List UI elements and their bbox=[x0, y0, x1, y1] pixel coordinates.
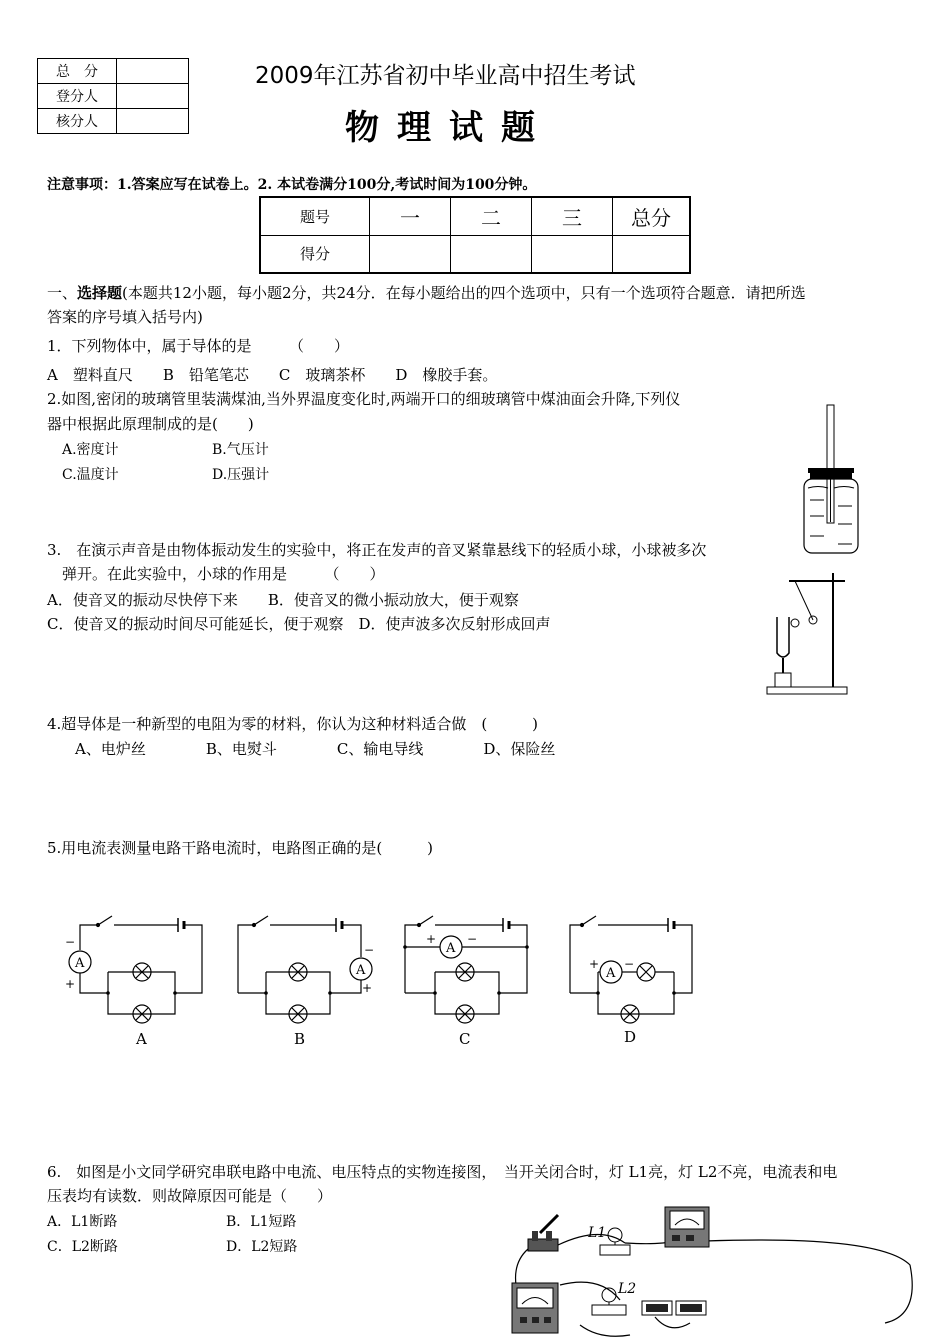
grading-checker-label: 核分人 bbox=[38, 109, 117, 134]
minus-sign: − bbox=[467, 932, 478, 946]
q6-option-c: C．L2断路 bbox=[47, 1239, 118, 1255]
circuit-label-d: D bbox=[624, 1028, 637, 1046]
q2-stem-line1: 2.如图,密闭的玻璃管里装满煤油,当外界温度变化时,两端开口的细玻璃管中煤油面会升降,下列仪 bbox=[47, 390, 681, 408]
plus-sign: + bbox=[589, 957, 600, 971]
section1-prefix: 一、 bbox=[47, 284, 78, 302]
exam-subtitle: 物理试题 bbox=[345, 108, 553, 148]
circuit-c[interactable] bbox=[395, 910, 545, 1050]
q2-option-a: A.密度计 bbox=[62, 442, 119, 458]
score-input-cell[interactable] bbox=[532, 235, 613, 273]
score-header-cell: 题号 bbox=[260, 197, 370, 235]
q3-stem-line1: 3. 在演示声音是由物体振动发生的实验中，将正在发声的音叉紧靠悬线下的轻质小球，小球被多次 bbox=[47, 541, 707, 559]
grading-checker-cell[interactable] bbox=[117, 109, 189, 134]
section1-heading-bold: 选择题 bbox=[77, 284, 123, 302]
score-input-cell[interactable] bbox=[370, 235, 451, 273]
score-table bbox=[259, 196, 691, 274]
circuit-label-b: B bbox=[294, 1030, 306, 1048]
ammeter-icon: A bbox=[356, 963, 366, 978]
q4-stem: 4.超导体是一种新型的电阻为零的材料，你认为这种材料适合做 ( ) bbox=[47, 715, 539, 733]
q2-option-d: D.压强计 bbox=[212, 467, 270, 483]
series-circuit-figure bbox=[500, 1205, 920, 1344]
ammeter-device-icon bbox=[665, 1207, 709, 1247]
score-input-cell[interactable] bbox=[613, 235, 691, 273]
circuit-b[interactable] bbox=[228, 910, 388, 1050]
score-input-cell[interactable] bbox=[451, 235, 532, 273]
q6-stem-line1: 6. 如图是小文同学研究串联电路中电流、电压特点的实物连接图， 当开关闭合时，灯 L1亮，灯 L2不亮，电流表和电 bbox=[47, 1163, 838, 1181]
ammeter-icon: A bbox=[446, 941, 456, 956]
minus-sign: − bbox=[624, 957, 635, 971]
score-header-cell: 一 bbox=[370, 197, 451, 235]
q6-option-b: B．L1短路 bbox=[226, 1214, 297, 1230]
grading-total-cell[interactable] bbox=[117, 59, 189, 84]
plus-sign: + bbox=[426, 932, 437, 946]
section1-heading-rest: (本题共12小题，每小题2分，共24分．在每小题给出的四个选项中，只有一个选项符合题意．请把所选 bbox=[122, 284, 806, 302]
minus-sign: − bbox=[65, 935, 76, 949]
circuit-a[interactable] bbox=[60, 910, 210, 1050]
score-header-cell: 三 bbox=[532, 197, 613, 235]
section1-heading-line2: 答案的序号填入括号内) bbox=[47, 308, 203, 326]
grading-recorder-cell[interactable] bbox=[117, 84, 189, 109]
score-header-cell: 总分 bbox=[613, 197, 691, 235]
circuit-label-a: A bbox=[136, 1030, 147, 1048]
battery-icon bbox=[642, 1301, 706, 1315]
q6-option-d: D．L2短路 bbox=[226, 1239, 298, 1255]
ammeter-icon: A bbox=[606, 966, 616, 981]
tuning-fork-figure bbox=[765, 565, 855, 697]
score-row-label: 得分 bbox=[260, 235, 370, 273]
q3-options-ab: A．使音叉的振动尽快停下来 B．使音叉的微小振动放大，便于观察 bbox=[47, 591, 519, 609]
q4-options: A、电炉丝 B、电熨斗 C、输电导线 D、保险丝 bbox=[75, 740, 556, 758]
grading-box bbox=[37, 58, 189, 134]
minus-sign: − bbox=[364, 943, 375, 957]
plus-sign: + bbox=[362, 981, 373, 995]
q1-stem: 1．下列物体中，属于导体的是 （ ） bbox=[47, 337, 350, 355]
thermometer-bottle-figure bbox=[798, 400, 870, 560]
notice: 注意事项：1.答案应写在试卷上。2. 本试卷满分100分,考试时间为100分钟。 bbox=[47, 177, 537, 193]
circuit-label-c: C bbox=[459, 1030, 471, 1048]
section1-heading bbox=[47, 282, 806, 303]
grading-recorder-label: 登分人 bbox=[38, 84, 117, 109]
lamp-l2-label: L2 bbox=[618, 1281, 637, 1297]
q2-option-c: C.温度计 bbox=[62, 467, 119, 483]
plus-sign: + bbox=[65, 977, 76, 991]
switch-icon bbox=[528, 1215, 558, 1251]
voltmeter-device-icon bbox=[512, 1283, 558, 1333]
q6-option-a: A．L1断路 bbox=[47, 1214, 118, 1230]
q6-stem-line2: 压表均有读数．则故障原因可能是（ ） bbox=[47, 1187, 333, 1205]
q3-options-cd: C．使音叉的振动时间尽可能延长，便于观察 D．使声波多次反射形成回声 bbox=[47, 615, 551, 633]
lamp-l1-label: L1 bbox=[588, 1225, 607, 1241]
score-header-cell: 二 bbox=[451, 197, 532, 235]
q1-options: A 塑料直尺 B 铅笔笔芯 C 玻璃茶杯 D 橡胶手套。 bbox=[47, 366, 498, 384]
q5-stem: 5.用电流表测量电路干路电流时，电路图正确的是( ) bbox=[47, 839, 434, 857]
q2-stem-line2: 器中根据此原理制成的是( ) bbox=[47, 415, 254, 433]
q2-option-b: B.气压计 bbox=[212, 442, 269, 458]
ammeter-icon: A bbox=[75, 956, 85, 971]
circuit-d[interactable] bbox=[560, 910, 710, 1050]
exam-title: 2009年江苏省初中毕业高中招生考试 bbox=[255, 63, 636, 89]
q3-stem-line2: 弹开。在此实验中，小球的作用是 （ ） bbox=[62, 565, 385, 583]
grading-total-label: 总 分 bbox=[38, 59, 117, 84]
